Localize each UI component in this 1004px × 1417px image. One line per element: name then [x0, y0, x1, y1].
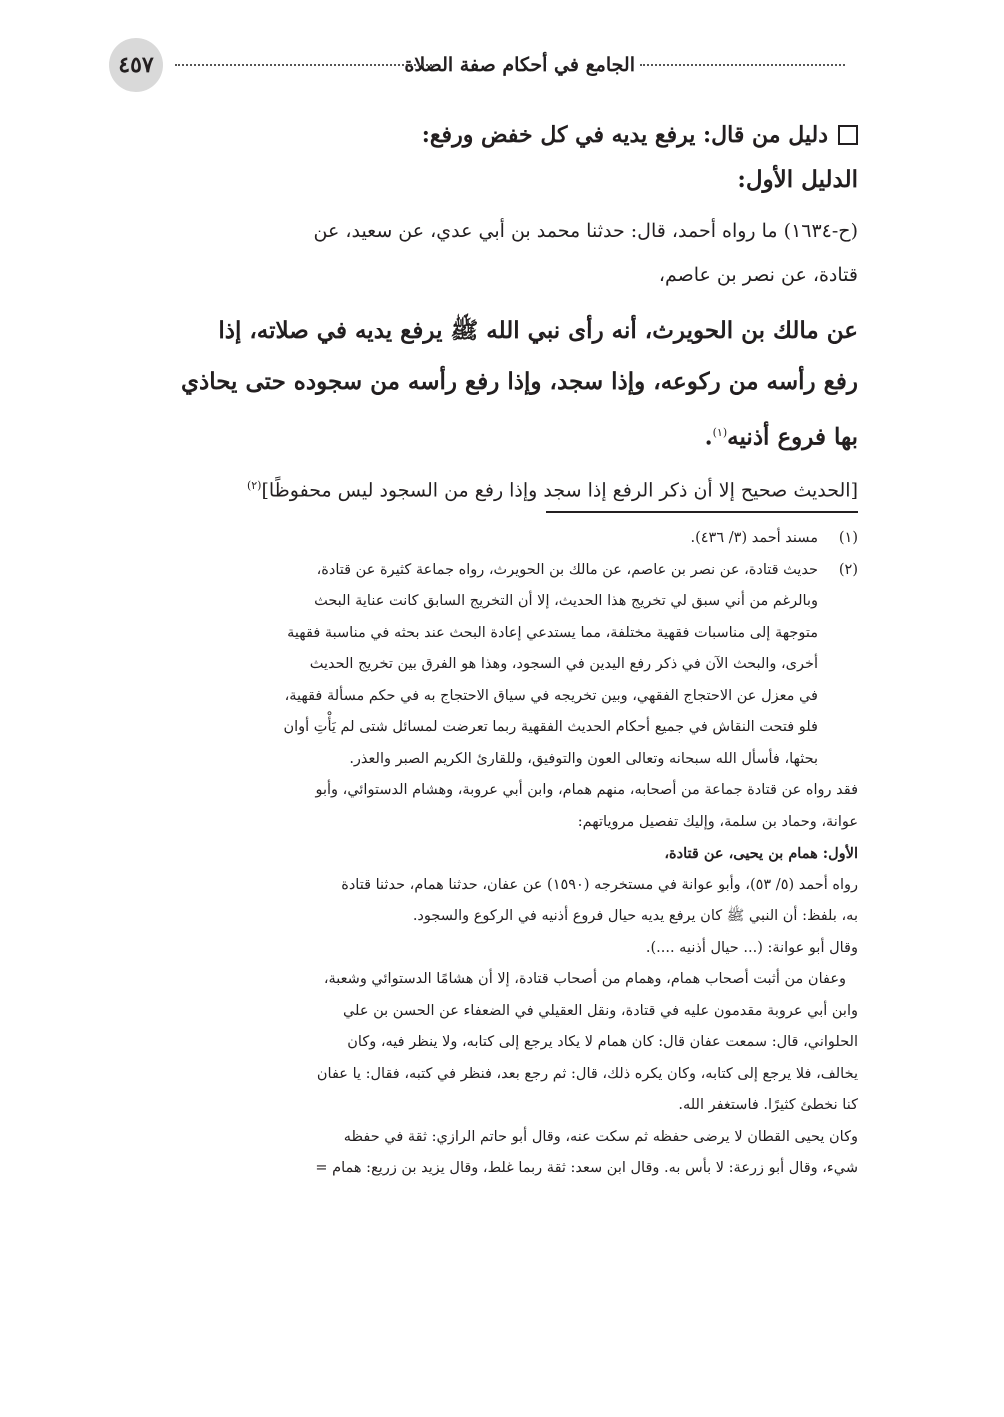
- footnote-line: وقال أبو عوانة: (... حيال أذنيه ....).: [645, 939, 858, 956]
- footnote-line: الحلواني، قال: سمعت عفان قال: كان همام لا يكاد يرجع إلى كتابه، ولا ينظر فيه، وكان: [347, 1034, 858, 1050]
- section-heading: [146, 115, 858, 155]
- footnote-line: شيء، وقال أبو زرعة: لا بأس به. وقال ابن سعد: ثقة ربما غلط، وقال يزيد بن زريع: همام =: [315, 1160, 858, 1176]
- footnote-ref-2[interactable]: (٢): [246, 478, 262, 492]
- footnote-2-body: [146, 555, 818, 776]
- footnote-line: حديث قتادة، عن نصر بن عاصم، عن مالك بن الحويرث، رواه جماعة كثيرة عن قتادة،: [316, 561, 818, 578]
- hadith-line: بها فروع أذنيه: [727, 423, 858, 451]
- hadith-line: رفع رأسه من ركوعه، وإذا سجد، وإذا رفع رأسه من سجوده حتى يحاذي: [180, 368, 858, 395]
- hadith-text: [146, 305, 858, 463]
- hadith-line: عن مالك بن الحويرث، أنه رأى نبي الله ﷺ يرفع يديه في صلاته، إذا: [218, 317, 858, 344]
- footnote-line: في معزل عن الاحتجاج الفقهي، وبين تخريجه في سياق الاحتجاج به في حكم مسألة فقهية،: [284, 687, 818, 704]
- first-narrator-heading: الأول: همام بن يحيى، عن قتادة،: [664, 845, 858, 862]
- footnote-ref-1[interactable]: (١): [712, 426, 728, 439]
- main-text: [146, 115, 858, 509]
- chain-line: (ح-١٦٣٤) ما رواه أحمد، قال: حدثنا محمد بن أبي عدي، عن سعيد، عن: [313, 220, 858, 242]
- footnote-number: (٢): [838, 561, 858, 578]
- checkbox-icon: [838, 125, 858, 145]
- footnote-number: (١): [838, 530, 858, 546]
- footnote-line: بحثها، فأسأل الله سبحانه وتعالى العون والتوفيق، وللقارئ الكريم الصبر والعذر.: [349, 750, 818, 767]
- header-dots-right: [640, 64, 845, 66]
- footnote-1: [146, 523, 858, 555]
- footnote-line: وكان يحيى القطان لا يرضى حفظه ثم سكت عنه، وقال أبو حاتم الرازي: ثقة في حفظه: [343, 1128, 858, 1145]
- footnote-2: [146, 555, 858, 776]
- running-header: [105, 38, 845, 98]
- evidence-title: الدليل الأول:: [737, 166, 858, 193]
- footnote-line: فلو فتحت النقاش في جميع أحكام الحديث الفقهية ربما تعرضت لمسائل شتى لم يَأْتِ أوان: [283, 719, 818, 735]
- hadith-line-last: [146, 407, 858, 463]
- header-dots-left: [175, 64, 435, 66]
- page-number-badge: ٤٥٧: [109, 38, 163, 92]
- footnote-line: كنا نخطئ كثيرًا. فاستغفر الله.: [678, 1097, 858, 1113]
- isnad-chain: [146, 209, 858, 297]
- verdict-text: [الحديث صحيح إلا أن ذكر الرفع إذا سجد وإذا رفع من السجود ليس محفوظًا]: [261, 478, 858, 501]
- book-title: الجامع في أحكام صفة الصلاة: [404, 54, 635, 76]
- footnote-line: وعفان من أثبت أصحاب همام، وهمام من أصحاب قتادة، إلا أن هشامًا الدستوائي وشعبة،: [323, 971, 846, 987]
- footnote-line: رواه أحمد (٥/ ٥٣)، وأبو عوانة في مستخرجه (١٥٩٠) عن عفان، حدثنا همام، حدثنا قتادة: [341, 876, 858, 893]
- footnote-text: مسند أحمد (٣/ ٤٣٦).: [690, 530, 818, 546]
- footnote-line: عوانة، وحماد بن سلمة، وإليك تفصيل مروياتهم:: [577, 813, 858, 830]
- footnote-line: أخرى، والبحث الآن في ذكر رفع اليدين في السجود، وهذا هو الفرق بين تخريج الحديث: [309, 656, 818, 672]
- footnote-divider: [546, 511, 858, 513]
- section-heading-text: دليل من قال: يرفع يديه في كل خفض ورفع:: [421, 122, 828, 148]
- footnotes: [146, 523, 858, 1185]
- hadith-end: .: [704, 423, 713, 451]
- footnote-line: متوجهة إلى مناسبات فقهية مختلفة، مما يستدعي إعادة البحث عند بحثه في مناسبة فقهية: [287, 624, 818, 641]
- footnote-continuation: [146, 775, 858, 1185]
- chain-line: قتادة، عن نصر بن عاصم،: [658, 264, 858, 286]
- footnote-line: فقد رواه عن قتادة جماعة من أصحابه، منهم همام، وابن أبي عروبة، وهشام الدستوائي، وأبو: [315, 782, 858, 798]
- footnote-line: وبالرغم من أني سبق لي تخريج هذا الحديث، إلا أن التخريج السابق كانت عناية البحث: [314, 593, 818, 609]
- verdict: [146, 467, 858, 509]
- footnote-line: به، بلفظ: أن النبي ﷺ كان يرفع يديه حيال فروع أذنيه في الركوع والسجود.: [412, 908, 858, 924]
- footnote-line: يخالف، فلا يرجع إلى كتابه، وكان يكره ذلك، قال: ثم رجع بعد، فنظر في كتبه، فقال: يا عفان: [316, 1065, 858, 1082]
- footnote-line: وابن أبي عروبة مقدمون عليه في قتادة، ونقل العقيلي في الضعفاء عن الحسن بن علي: [342, 1002, 858, 1019]
